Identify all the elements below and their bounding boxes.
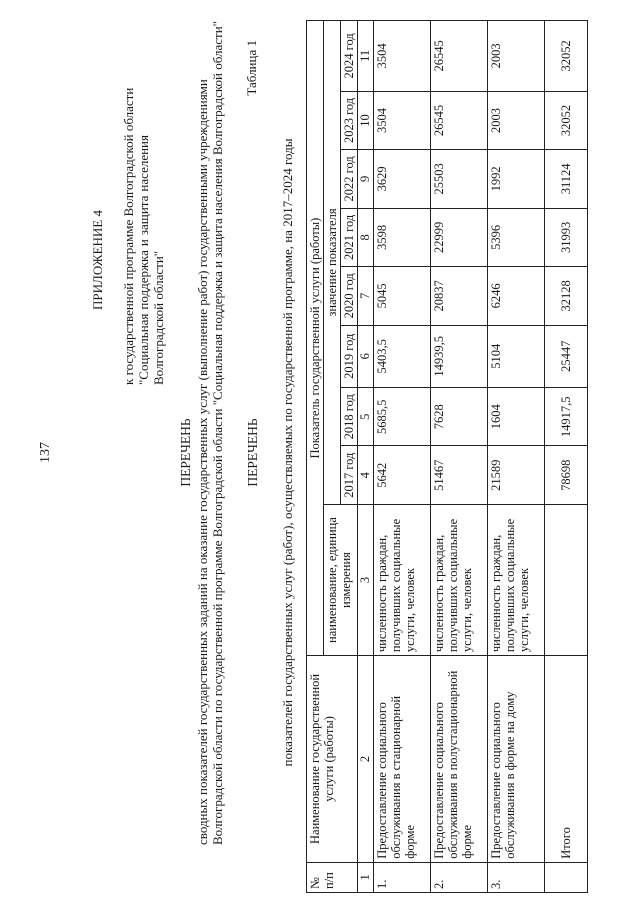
total-label: Итого (545, 656, 588, 863)
row-service: Предоставление социального обслуживания в полустационарной форме (431, 656, 488, 863)
indicators-table (306, 20, 588, 893)
row-value: 20837 (431, 267, 488, 325)
row-value: 5396 (488, 208, 545, 266)
list1-line: сводных показателей государственных заданий на оказание государственных услуг (выполнение работ) государственными учреждениями (195, 79, 210, 845)
appendix-line: к государственной программе Волгоградской области (121, 87, 136, 385)
table-label: Таблица 1 (244, 40, 259, 96)
row-value: 14939,5 (431, 325, 488, 387)
row-value: 5403,5 (374, 325, 431, 387)
table-row (431, 21, 488, 893)
total-value: 32128 (545, 267, 588, 325)
column-index: 9 (358, 150, 374, 208)
appendix-line: Волгоградской области" (151, 250, 166, 385)
row-value: 6246 (488, 267, 545, 325)
list1-title: ПЕРЕЧЕНЬ (178, 418, 193, 487)
row-value: 7628 (431, 388, 488, 446)
column-index: 11 (358, 21, 374, 92)
row-unit: численность граждан, получивших социальные услуги, человек (374, 504, 431, 655)
total-value: 14917,5 (545, 388, 588, 446)
total-unit-cell (545, 504, 588, 655)
total-value: 31993 (545, 208, 588, 266)
row-service: Предоставление социального обслуживания в стационарной форме (374, 656, 431, 863)
row-value: 2003 (488, 21, 545, 92)
column-index: 6 (358, 325, 374, 387)
total-value: 32052 (545, 21, 588, 92)
header-value-group: значение показателя (324, 21, 341, 505)
row-service: Предоставление социального обслуживания в форме на дому (488, 656, 545, 863)
column-index: 4 (358, 446, 374, 504)
column-index: 1 (358, 862, 374, 892)
header-year: 2022 год (341, 150, 358, 208)
row-value: 25503 (431, 150, 488, 208)
column-index: 10 (358, 91, 374, 149)
column-index: 7 (358, 267, 374, 325)
row-value: 1992 (488, 150, 545, 208)
header-year: 2024 год (341, 21, 358, 92)
column-index: 3 (358, 504, 374, 655)
header-unit: наименование, единица измерения (324, 504, 358, 655)
column-index: 2 (358, 656, 374, 863)
column-index-row (358, 21, 374, 893)
list1-line: Волгоградской области по государственной программе Волгоградской области "Социальная поддержка и защита населения Волгоградской области" (210, 21, 225, 845)
row-value: 3598 (374, 208, 431, 266)
list1-description (195, 21, 225, 845)
row-value: 5642 (374, 446, 431, 504)
table-row (488, 21, 545, 893)
row-value: 26545 (431, 91, 488, 149)
header-row (307, 21, 324, 893)
row-value: 5104 (488, 325, 545, 387)
header-indicator-group: Показатель государственной услуги (работы) (307, 21, 324, 656)
row-value: 5045 (374, 267, 431, 325)
row-value: 51467 (431, 446, 488, 504)
row-value: 1604 (488, 388, 545, 446)
row-num: 1. (374, 862, 431, 892)
row-value: 3504 (374, 21, 431, 92)
header-year: 2020 год (341, 267, 358, 325)
row-value: 3504 (374, 91, 431, 149)
header-year: 2018 год (341, 388, 358, 446)
header-year: 2023 год (341, 91, 358, 149)
header-num: № п/п (307, 862, 358, 892)
table-row (374, 21, 431, 893)
row-num: 3. (488, 862, 545, 892)
appendix-line: "Социальная поддержка и защита населения (136, 135, 151, 385)
appendix-heading: ПРИЛОЖЕНИЕ 4 (90, 210, 105, 310)
total-value: 25447 (545, 325, 588, 387)
header-year: 2021 год (341, 208, 358, 266)
page-number: 137 (38, 442, 53, 463)
total-row (545, 21, 588, 893)
total-value: 78698 (545, 446, 588, 504)
row-value: 22999 (431, 208, 488, 266)
row-value: 5685,5 (374, 388, 431, 446)
appendix-block (90, 87, 166, 385)
column-index: 5 (358, 388, 374, 446)
row-unit: численность граждан, получивших социальные услуги, человек (488, 504, 545, 655)
header-year: 2017 год (341, 446, 358, 504)
row-value: 21589 (488, 446, 545, 504)
list2-title: ПЕРЕЧЕНЬ (245, 418, 260, 487)
row-value: 3629 (374, 150, 431, 208)
row-unit: численность граждан, получивших социальные услуги, человек (431, 504, 488, 655)
total-num-cell (545, 862, 588, 892)
header-year: 2019 год (341, 325, 358, 387)
column-index: 8 (358, 208, 374, 266)
total-value: 32052 (545, 91, 588, 149)
total-value: 31124 (545, 150, 588, 208)
row-value: 2003 (488, 91, 545, 149)
row-value: 26545 (431, 21, 488, 92)
row-num: 2. (431, 862, 488, 892)
header-service: Наименование государственной услуги (работы) (307, 656, 358, 863)
list2-subtitle: показателей государственных услуг (работ), осуществляемых по государственной программе, на 2017–2024 годы (280, 138, 295, 767)
